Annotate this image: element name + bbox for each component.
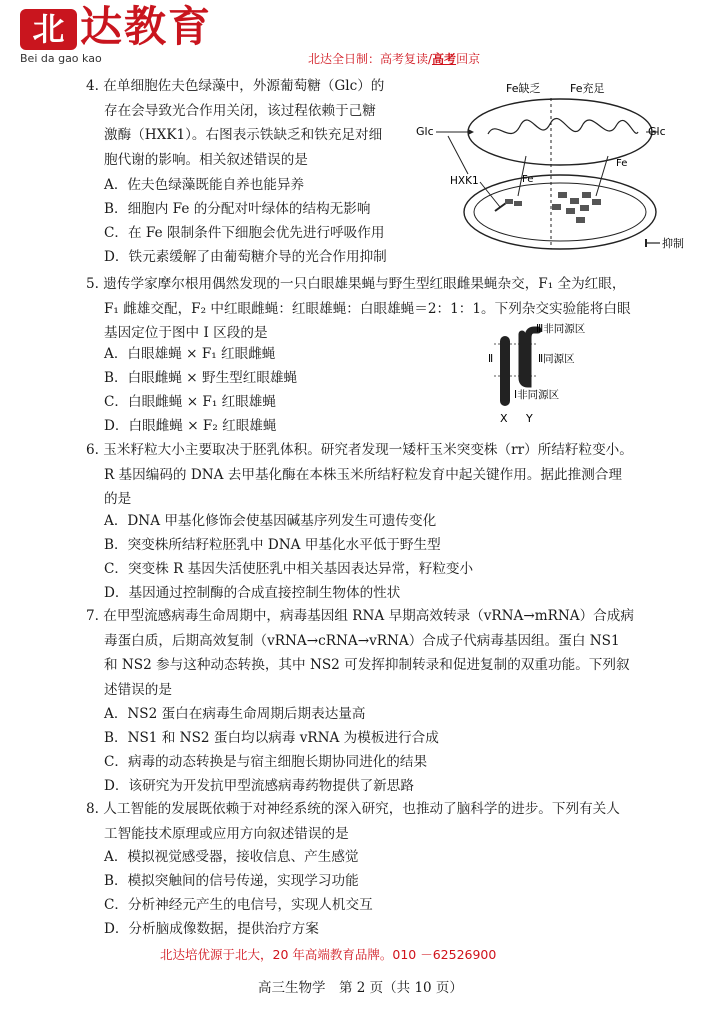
option-c: C．白眼雌蝇 × F₁ 红眼雄蝇: [104, 394, 276, 410]
stem-line: 工智能技术原理或应用方向叙述错误的是: [104, 825, 349, 842]
question-6-stem: [86, 438, 633, 512]
hxk1-inhibit-line: [480, 182, 500, 207]
stem-line: 激酶（HXK1）。右图表示铁缺乏和铁充足对细: [104, 127, 383, 143]
option-a: A．NS2 蛋白在病毒生命周期后期表达量高: [104, 706, 366, 722]
question-7-options: [104, 702, 439, 798]
option-d: D．白眼雌蝇 × F₂ 红眼雄蝇: [104, 418, 277, 434]
glc-right-label: Glc: [648, 125, 666, 138]
option-b: B．突变株所结籽粒胚乳中 DNA 甲基化水平低于野生型: [104, 537, 441, 553]
y-chromosome-label: Y: [526, 412, 533, 425]
page-number: 高三生物学 第 2 页（共 10 页）: [258, 980, 463, 996]
option-d: D．基因通过控制酶的合成直接控制生物体的性状: [104, 585, 401, 601]
stem-line: 毒蛋白质，后期高效复制（vRNA→cRNA→vRNA）合成子代病毒基因组。蛋白 NS1: [104, 632, 620, 649]
region-ii-right-label: Ⅱ同源区: [538, 353, 575, 365]
question-6-options: [104, 509, 473, 605]
question-5-options: [104, 342, 297, 438]
x-chromosome-label: X: [500, 412, 508, 425]
region-i-label: Ⅰ非同源区: [514, 389, 560, 401]
region-ii-left-label: Ⅱ: [488, 353, 494, 365]
stem-line: F₁ 雌雄交配，F₂ 中红眼雌蝇：红眼雄蝇：白眼雄蝇＝2：1：1。下列杂交实验能将白眼: [104, 300, 631, 317]
stem-line: 基因定位于图中 I 区段的是: [104, 325, 268, 341]
thylakoid-membrane: [488, 118, 638, 134]
vacuole-outline: [474, 183, 646, 241]
fe-granule: [514, 201, 522, 206]
stem-line: 5. 遗传学家摩尔根用偶然发现的一只白眼雄果蝇与野生型红眼雌果蝇杂交，F₁ 全为红眼，: [86, 276, 626, 292]
fe-label-1: Fe: [522, 174, 534, 185]
fe-granule: [566, 208, 575, 214]
question-8-options: [104, 845, 373, 941]
option-a: A．白眼雄蝇 × F₁ 红眼雌蝇: [104, 346, 276, 362]
glc-left-arrowhead: [468, 129, 474, 135]
sex-chromosome-figure: [478, 318, 618, 428]
option-c: C．突变株 R 基因失活使胚乳中相关基因表达异常，籽粒变小: [104, 561, 474, 577]
option-d: D．分析脑成像数据，提供治疗方案: [104, 921, 319, 937]
fe-deficient-label: Fe缺乏: [506, 82, 541, 95]
slogan-part-1: 北达全日制：高考复读/: [308, 52, 433, 66]
option-a: A．模拟视觉感受器，接收信息、产生感觉: [104, 849, 359, 865]
option-d: D．铁元素缓解了由葡萄糖介导的光合作用抑制: [104, 249, 387, 265]
stem-line: 和 NS2 参与这种动态转换，其中 NS2 可发挥抑制转录和促进复制的双重功能。下列叙: [104, 657, 630, 673]
brand-name: 达教育: [80, 2, 213, 51]
option-c: C．分析神经元产生的电信号，实现人机交互: [104, 897, 373, 913]
x-chromosome: [500, 336, 510, 406]
stem-line: 4. 在单细胞佐夫色绿藻中，外源葡萄糖（Glc）的: [86, 78, 385, 94]
footer-promo: 北达培优源于北大，20 年高端教育品牌。010 －62526900: [160, 947, 497, 962]
fe-sufficient-label: Fe充足: [570, 82, 605, 95]
option-b: B．细胞内 Fe 的分配对叶绿体的结构无影响: [104, 201, 371, 217]
stem-line: 6. 玉米籽粒大小主要取决于胚乳体积。研究者发现一矮杆玉米突变株（rr）所结籽粒变小。: [86, 442, 633, 458]
fe-granule: [552, 204, 561, 210]
chloroplast-outline: [468, 99, 652, 165]
question-4-stem: [86, 74, 384, 172]
hxk1-inhibit-bar: [495, 203, 506, 211]
logo-character: 北: [32, 10, 65, 48]
question-8-stem: [86, 797, 620, 846]
glc-to-hxk1-line: [448, 136, 468, 174]
option-b: B．NS1 和 NS2 蛋白均以病毒 vRNA 为模板进行合成: [104, 730, 439, 746]
fe-granule: [582, 192, 591, 198]
hxk1-label: HXK1: [450, 175, 479, 187]
option-a: A．DNA 甲基化修饰会使基因碱基序列发生可遗传变化: [104, 513, 437, 529]
fe-granule: [592, 199, 601, 205]
option-d: D．该研究为开发抗甲型流感病毒药物提供了新思路: [104, 778, 414, 794]
glc-left-label: Glc: [416, 125, 434, 138]
fe-label-2: Fe: [616, 158, 628, 169]
question-4-options: [104, 173, 387, 269]
fe-granule: [576, 217, 585, 223]
stem-line: 存在会导致光合作用关闭，该过程依赖于己糖: [104, 102, 376, 119]
stem-line: 的是: [104, 491, 132, 507]
stem-line: 述错误的是: [104, 681, 172, 698]
option-b: B．模拟突触间的信号传递，实现学习功能: [104, 873, 359, 889]
region-iii-label: Ⅲ非同源区: [536, 323, 586, 335]
stem-line: 胞代谢的影响。相关叙述错误的是: [104, 151, 308, 168]
legend-inhibit-label: 抑制: [662, 237, 684, 250]
header-slogan: [308, 50, 480, 67]
cell-outline: [464, 175, 656, 249]
option-a: A．佐夫色绿藻既能自养也能异养: [104, 177, 305, 193]
fe-granule: [558, 192, 567, 198]
stem-line: R 基因编码的 DNA 去甲基化酶在本株玉米所结籽粒发育中起关键作用。据此推测合理: [104, 466, 622, 483]
brand-pinyin: Bei da gao kao: [20, 52, 102, 65]
brand-logo: [20, 9, 77, 50]
fe-granule: [570, 198, 579, 204]
slogan-part-3: 回京: [456, 52, 481, 66]
fe-granule: [580, 205, 589, 211]
chloroplast-figure: [410, 74, 690, 264]
fe-granule: [505, 199, 513, 204]
option-c: C．病毒的动态转换是与宿主细胞长期协同进化的结果: [104, 754, 428, 770]
slogan-part-2: 高考: [432, 52, 457, 66]
stem-line: 7. 在甲型流感病毒生命周期中，病毒基因组 RNA 早期高效转录（vRNA→mRNA）合成病: [86, 608, 634, 624]
question-7-stem: [86, 604, 634, 702]
stem-line: 8. 人工智能的发展既依赖于对神经系统的深入研究，也推动了脑科学的进步。下列有关人: [86, 801, 620, 817]
option-c: C．在 Fe 限制条件下细胞会优先进行呼吸作用: [104, 225, 385, 241]
option-b: B．白眼雌蝇 × 野生型红眼雄蝇: [104, 370, 298, 386]
